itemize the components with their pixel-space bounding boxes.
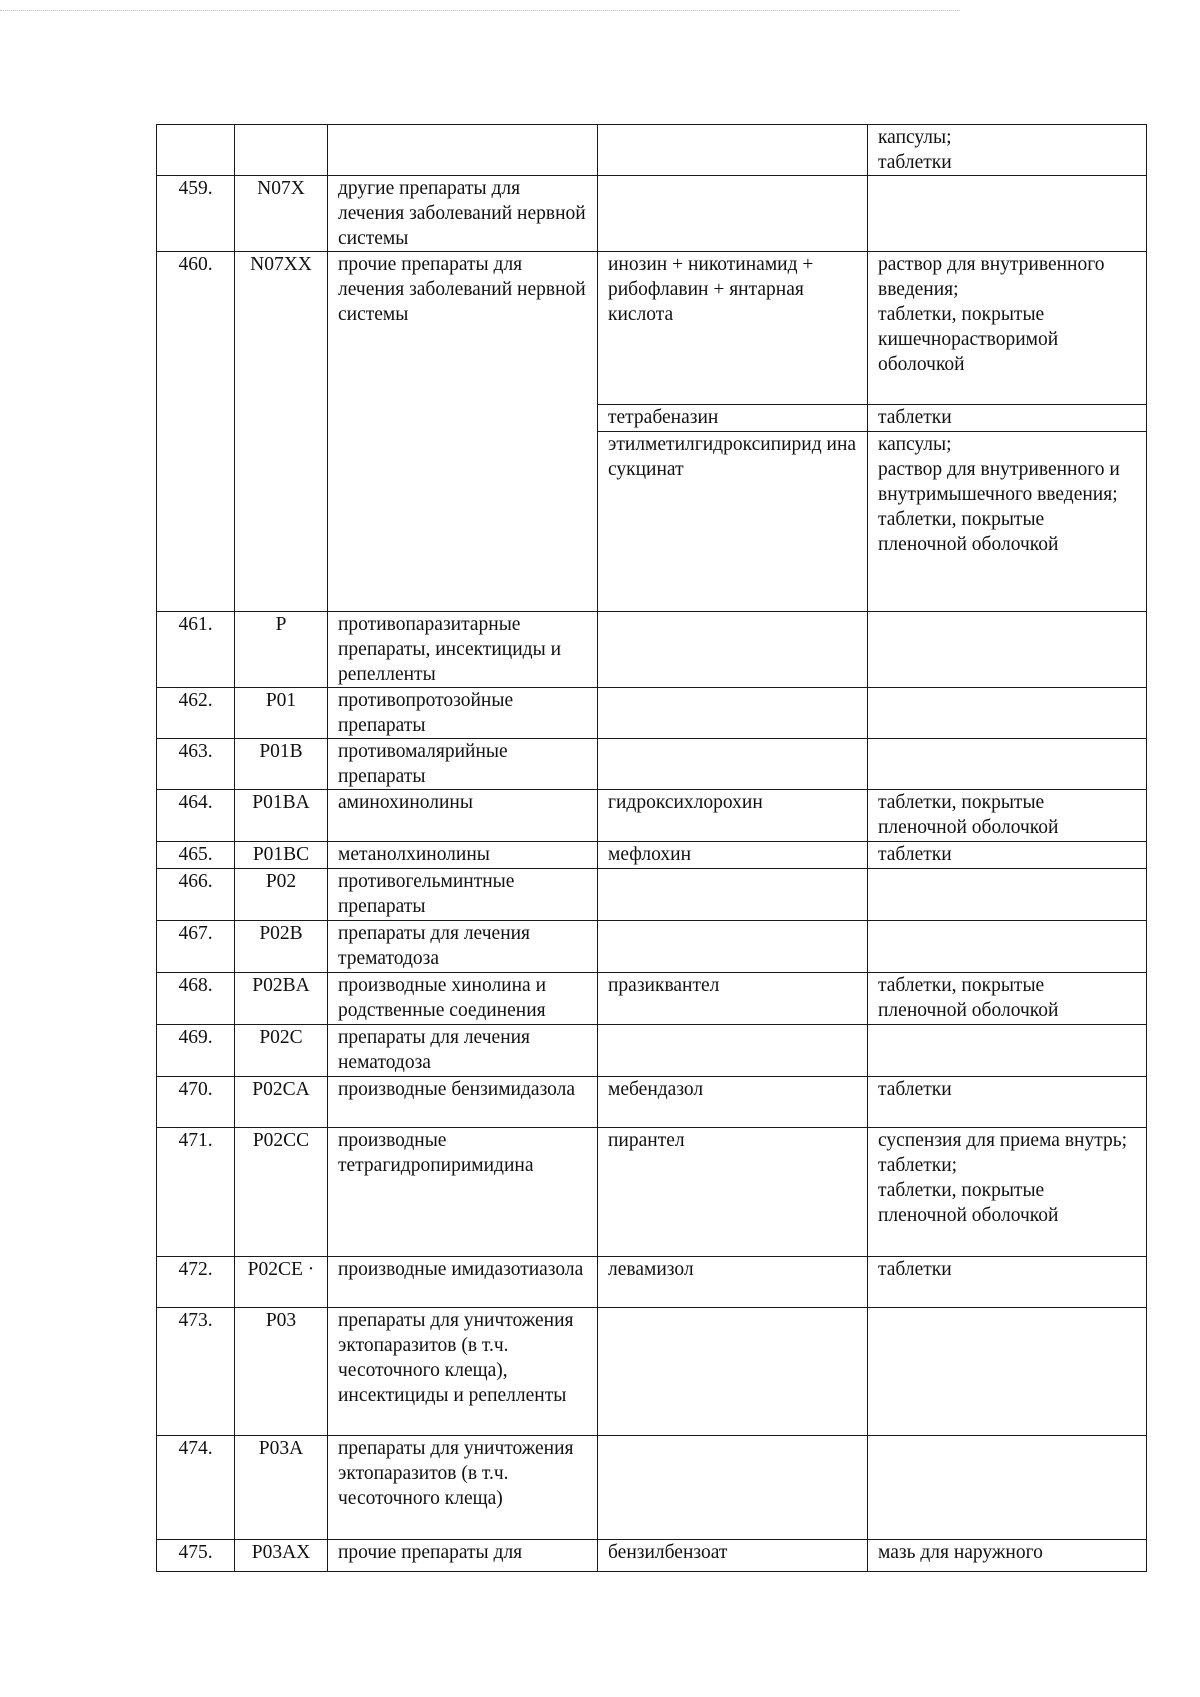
table-row xyxy=(157,1128,1147,1257)
dosage-form: таблетки xyxy=(868,405,1147,432)
table-row xyxy=(157,1257,1147,1308)
substance-name: бензилбензоат xyxy=(598,1540,868,1572)
dosage-form xyxy=(868,612,1147,688)
substance-name xyxy=(598,176,868,252)
table-row xyxy=(157,739,1147,790)
row-number: 474. xyxy=(157,1436,235,1540)
dosage-form: таблетки xyxy=(868,1077,1147,1128)
group-name xyxy=(328,125,598,176)
row-number: 469. xyxy=(157,1025,235,1077)
dosage-form xyxy=(868,688,1147,739)
dosage-form: мазь для наружного xyxy=(868,1540,1147,1572)
group-name: противопротозойные препараты xyxy=(328,688,598,739)
group-name: другие препараты для лечения заболеваний нервной системы xyxy=(328,176,598,252)
table-row xyxy=(157,1540,1147,1572)
substance-name xyxy=(598,612,868,688)
group-name: противомалярийные препараты xyxy=(328,739,598,790)
atc-code: P01 xyxy=(235,688,328,739)
substance-name: инозин + никотинамид + рибофлавин + янтарная кислота xyxy=(598,252,868,405)
dosage-form: таблетки, покрытые пленочной оболочкой xyxy=(868,790,1147,842)
table-row xyxy=(157,842,1147,869)
row-number: 464. xyxy=(157,790,235,842)
group-name: производные хинолина и родственные соединения xyxy=(328,973,598,1025)
dosage-form: таблетки, покрытые пленочной оболочкой xyxy=(868,973,1147,1025)
substance-name: тетрабеназин xyxy=(598,405,868,432)
substance-name xyxy=(598,739,868,790)
group-name: прочие препараты для xyxy=(328,1540,598,1572)
dosage-form xyxy=(868,739,1147,790)
group-name: препараты для лечения трематодоза xyxy=(328,921,598,973)
atc-code: P02CC xyxy=(235,1128,328,1257)
atc-code: P02CA xyxy=(235,1077,328,1128)
row-number: 462. xyxy=(157,688,235,739)
row-number: 466. xyxy=(157,869,235,921)
dosage-form xyxy=(868,1308,1147,1436)
atc-code: P02CE · xyxy=(235,1257,328,1308)
substance-name: мебендазол xyxy=(598,1077,868,1128)
dosage-form xyxy=(868,1436,1147,1540)
atc-code: P01BA xyxy=(235,790,328,842)
dosage-form: раствор для внутривенного введения; таблетки, покрытые кишечнорастворимой оболочкой xyxy=(868,252,1147,405)
table-row xyxy=(157,125,1147,176)
row-number: 463. xyxy=(157,739,235,790)
row-number: 459. xyxy=(157,176,235,252)
substance-name xyxy=(598,688,868,739)
row-number: 470. xyxy=(157,1077,235,1128)
dosage-form xyxy=(868,1025,1147,1077)
atc-code: P01BC xyxy=(235,842,328,869)
group-name: препараты для уничтожения эктопаразитов (в т.ч. чесоточного клеща), инсектициды и репелленты xyxy=(328,1308,598,1436)
atc-code: P02BA xyxy=(235,973,328,1025)
group-name: противогельминтные препараты xyxy=(328,869,598,921)
dosage-form: таблетки xyxy=(868,1257,1147,1308)
group-name: метанолхинолины xyxy=(328,842,598,869)
group-name: производные бензимидазола xyxy=(328,1077,598,1128)
group-name: противопаразитарные препараты, инсектициды и репелленты xyxy=(328,612,598,688)
atc-code: P03A xyxy=(235,1436,328,1540)
atc-code: P02B xyxy=(235,921,328,973)
dosage-form: суспензия для приема внутрь; таблетки; таблетки, покрытые пленочной оболочкой xyxy=(868,1128,1147,1257)
group-name: прочие препараты для лечения заболеваний нервной системы xyxy=(328,252,598,612)
substance-name: гидроксихлорохин xyxy=(598,790,868,842)
atc-code: P xyxy=(235,612,328,688)
table-row xyxy=(157,176,1147,252)
substance-name: этилметилгидроксипирид ина сукцинат xyxy=(598,432,868,612)
row-number: 472. xyxy=(157,1257,235,1308)
table-row xyxy=(157,1077,1147,1128)
table-row xyxy=(157,921,1147,973)
table-row xyxy=(157,869,1147,921)
row-number: 461. xyxy=(157,612,235,688)
substance-name xyxy=(598,125,868,176)
atc-code: P02 xyxy=(235,869,328,921)
substance-name: левамизол xyxy=(598,1257,868,1308)
row-number: 475. xyxy=(157,1540,235,1572)
row-number: 473. xyxy=(157,1308,235,1436)
drug-table-body xyxy=(157,125,1147,1572)
table-row xyxy=(157,1308,1147,1436)
scan-edge-line xyxy=(0,10,960,11)
substance-name xyxy=(598,869,868,921)
group-name: аминохинолины xyxy=(328,790,598,842)
dosage-form: капсулы; таблетки xyxy=(868,125,1147,176)
atc-code: P03AX xyxy=(235,1540,328,1572)
group-name: производные имидазотиазола xyxy=(328,1257,598,1308)
dosage-form xyxy=(868,921,1147,973)
atc-code: P03 xyxy=(235,1308,328,1436)
row-number: 460. xyxy=(157,252,235,612)
row-number: 468. xyxy=(157,973,235,1025)
substance-name: мефлохин xyxy=(598,842,868,869)
table-row xyxy=(157,688,1147,739)
substance-name xyxy=(598,1308,868,1436)
dosage-form: капсулы; раствор для внутривенного и внутримышечного введения; таблетки, покрытые пленочной оболочкой xyxy=(868,432,1147,612)
row-number: 471. xyxy=(157,1128,235,1257)
dosage-form: таблетки xyxy=(868,842,1147,869)
table-row xyxy=(157,252,1147,405)
substance-name xyxy=(598,1025,868,1077)
dosage-form xyxy=(868,869,1147,921)
table-row xyxy=(157,790,1147,842)
table-row xyxy=(157,1436,1147,1540)
row-number: 467. xyxy=(157,921,235,973)
table-row xyxy=(157,973,1147,1025)
group-name: препараты для лечения нематодоза xyxy=(328,1025,598,1077)
row-number xyxy=(157,125,235,176)
atc-code: P02C xyxy=(235,1025,328,1077)
atc-code: N07XX xyxy=(235,252,328,612)
atc-code xyxy=(235,125,328,176)
drug-list-table xyxy=(156,124,1147,1572)
table-row xyxy=(157,1025,1147,1077)
substance-name: празиквантел xyxy=(598,973,868,1025)
row-number: 465. xyxy=(157,842,235,869)
substance-name: пирантел xyxy=(598,1128,868,1257)
table-row xyxy=(157,612,1147,688)
group-name: производные тетрагидропиримидина xyxy=(328,1128,598,1257)
group-name: препараты для уничтожения эктопаразитов (в т.ч. чесоточного клеща) xyxy=(328,1436,598,1540)
atc-code: N07X xyxy=(235,176,328,252)
atc-code: P01B xyxy=(235,739,328,790)
dosage-form xyxy=(868,176,1147,252)
substance-name xyxy=(598,1436,868,1540)
substance-name xyxy=(598,921,868,973)
